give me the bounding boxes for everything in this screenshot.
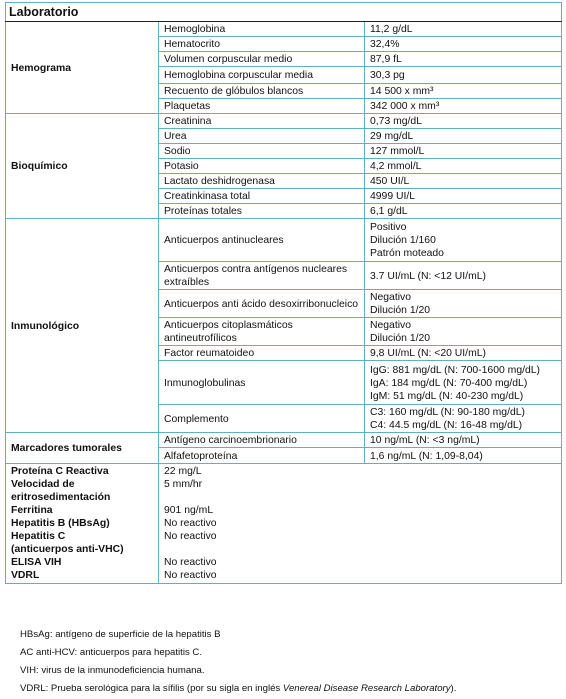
final-value: No reactivo — [164, 570, 217, 581]
value-line: Dilución 1/20 — [370, 305, 431, 316]
final-value: 22 mg/L — [164, 466, 202, 477]
test-value: 32,4% — [365, 37, 562, 52]
final-label: Velocidad de — [11, 479, 75, 490]
final-label: Hepatitis C — [11, 531, 66, 542]
lab-table — [5, 2, 562, 584]
test-value — [365, 318, 562, 346]
footnote-vdrl: VDRL: Prueba serológica para la sífilis (por su sigla en inglés Venereal Disease Research Laboratory). — [20, 683, 457, 694]
test-name: Anticuerpos antinucleares — [159, 219, 365, 262]
test-name: Urea — [159, 129, 365, 144]
test-name: Anticuerpos contra antígenos nucleares extraíbles — [159, 262, 365, 290]
value-line: Dilución 1/20 — [370, 333, 431, 344]
value-line: C4: 44.5 mg/dL (N: 16-48 mg/dL) — [370, 420, 523, 431]
test-value: 0,73 mg/dL — [365, 114, 562, 129]
test-value: 10 ng/mL (N: <3 ng/mL) — [365, 433, 562, 448]
test-value — [365, 346, 562, 361]
final-label: eritrosedimentación — [11, 492, 111, 503]
final-value: No reactivo — [164, 531, 217, 542]
group-label: Hemograma — [6, 22, 159, 114]
final-label: Hepatitis B (HBsAg) — [11, 518, 110, 529]
footnote-hcv: AC anti-HCV: anticuerpos para hepatitis C. — [20, 647, 203, 658]
final-value: 5 mm/hr — [164, 479, 203, 490]
group-label: Bioquímico — [6, 114, 159, 219]
value-line: IgA: 184 mg/dL (N: 70-400 mg/dL) — [370, 377, 528, 389]
test-value: 342 000 x mm³ — [365, 99, 562, 114]
final-labels — [6, 464, 159, 584]
test-value — [365, 262, 562, 290]
test-name: Creatinkinasa total — [159, 189, 365, 204]
test-value: 4999 UI/L — [365, 189, 562, 204]
final-values — [159, 464, 562, 584]
value-line: IgM: 51 mg/dL (N: 40-230 mg/dL) — [370, 390, 524, 402]
group-label: Marcadores tumorales — [6, 433, 159, 464]
value-line: Patrón moteado — [370, 248, 444, 259]
value-line: C3: 160 mg/dL (N: 90-180 mg/dL) — [370, 407, 525, 418]
test-name: Creatinina — [159, 114, 365, 129]
value-line: Dilución 1/160 — [370, 235, 436, 246]
value-line: Positivo — [370, 222, 407, 233]
final-label: Proteína C Reactiva — [11, 466, 109, 477]
footnote-vih: VIH: virus de la inmunodeficiencia humana. — [20, 665, 205, 676]
test-name: Hemoglobina — [159, 22, 365, 37]
table-row — [6, 22, 562, 37]
footnote-hbsag: HBsAg: antígeno de superficie de la hepatitis B — [20, 629, 221, 640]
test-name: Complemento — [159, 405, 365, 433]
value-line: 3.7 UI/mL (N: <12 UI/mL) — [370, 270, 486, 282]
test-name: Antígeno carcinoembrionario — [159, 433, 365, 448]
test-value — [365, 290, 562, 318]
test-name: Alfafetoproteína — [159, 448, 365, 464]
final-value: 901 ng/mL — [164, 505, 214, 516]
test-value: 4,2 mmol/L — [365, 159, 562, 174]
final-value: No reactivo — [164, 557, 217, 568]
table-row — [6, 433, 562, 448]
test-value: 1,6 ng/mL (N: 1,09-8,04) — [365, 448, 562, 464]
test-name: Factor reumatoideo — [159, 346, 365, 361]
test-name: Recuento de glóbulos blancos — [159, 84, 365, 99]
test-name: Proteínas totales — [159, 204, 365, 219]
table-row — [6, 219, 562, 262]
test-name: Inmunoglobulinas — [159, 361, 365, 405]
lab-results — [5, 2, 561, 584]
test-name: Anticuerpos citoplasmáticos antineutrofílicos — [159, 318, 365, 346]
final-value — [164, 543, 556, 556]
test-name: Lactato deshidrogenasa — [159, 174, 365, 189]
test-name: Hematocrito — [159, 37, 365, 52]
test-value: 450 UI/L — [365, 174, 562, 189]
test-value: 29 mg/dL — [365, 129, 562, 144]
test-name: Volumen corpuscular medio — [159, 52, 365, 67]
value-line: Negativo — [370, 292, 412, 303]
test-value: 30,3 pg — [365, 67, 562, 84]
test-value: 87,9 fL — [365, 52, 562, 67]
test-name: Sodio — [159, 144, 365, 159]
value-line: Negativo — [370, 320, 412, 331]
test-name: Potasio — [159, 159, 365, 174]
final-label: VDRL — [11, 570, 40, 581]
test-value — [365, 405, 562, 433]
test-name: Hemoglobina corpuscular media — [159, 67, 365, 84]
final-label: Ferritina — [11, 505, 53, 516]
test-value — [365, 361, 562, 405]
test-value: 11,2 g/dL — [365, 22, 562, 37]
final-label: (anticuerpos anti-VHC) — [11, 544, 124, 555]
test-name: Plaquetas — [159, 99, 365, 114]
group-label: Inmunológico — [6, 219, 159, 433]
test-value: 127 mmol/L — [365, 144, 562, 159]
value-line: IgG: 881 mg/dL (N: 700-1600 mg/dL) — [370, 364, 540, 376]
table-row — [6, 114, 562, 129]
test-name: Anticuerpos anti ácido desoxirribonucleico — [159, 290, 365, 318]
test-value: 14 500 x mm³ — [365, 84, 562, 99]
final-value: No reactivo — [164, 518, 217, 529]
value-line: 9,8 UI/mL (N: <20 UI/mL) — [370, 348, 486, 359]
final-value — [164, 491, 556, 504]
test-value — [365, 219, 562, 262]
final-block — [6, 464, 562, 584]
table-title: Laboratorio — [6, 3, 562, 22]
final-label: ELISA VIH — [11, 557, 62, 568]
test-value: 6,1 g/dL — [365, 204, 562, 219]
footnotes — [20, 626, 456, 698]
